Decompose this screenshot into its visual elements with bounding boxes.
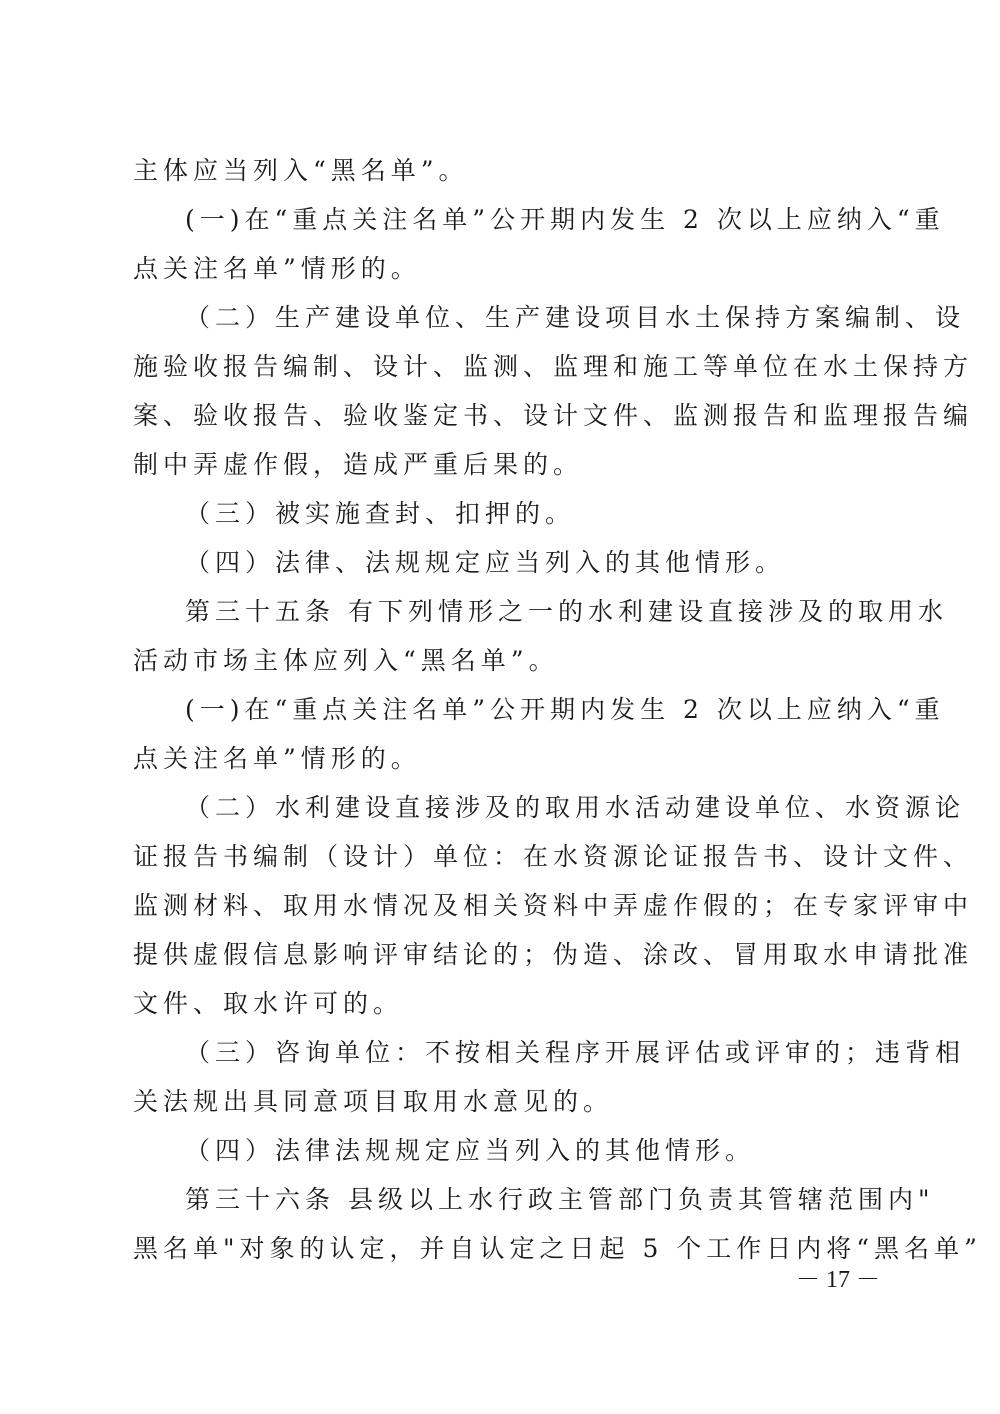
text-line: 主体应当列入“黑名单”。 <box>133 156 469 185</box>
text-line: 关法规出具同意项目取用水意见的。 <box>133 1087 614 1116</box>
text-line: （四）法律、法规规定应当列入的其他情形。 <box>185 548 786 577</box>
text-line: 提供虚假信息影响评审结论的；伪造、涂改、冒用取水申请批准 <box>133 940 974 969</box>
page-number: － 17 － <box>796 1267 880 1293</box>
text-line: 点关注名单”情形的。 <box>133 254 421 283</box>
text-line: （四）法律法规规定应当列入的其他情形。 <box>185 1136 756 1165</box>
text-line: (一)在“重点关注名单”公开期内发生 2 次以上应纳入“重 <box>185 205 945 234</box>
text-line: 第三十五条 有下列情形之一的水利建设直接涉及的取用水 <box>185 597 948 626</box>
text-line: 点关注名单”情形的。 <box>133 744 421 773</box>
text-line: （二）水利建设直接涉及的取用水活动建设单位、水资源论 <box>185 793 966 822</box>
text-line: 案、验收报告、验收鉴定书、设计文件、监测报告和监理报告编 <box>133 401 974 430</box>
text-line: (一)在“重点关注名单”公开期内发生 2 次以上应纳入“重 <box>185 695 945 724</box>
text-line: 施验收报告编制、设计、监测、监理和施工等单位在水土保持方 <box>133 352 974 381</box>
text-line: 文件、取水许可的。 <box>133 989 404 1018</box>
text-line: 黑名单"对象的认定，并自认定之日起 5 个工作日内将“黑名单” <box>133 1234 982 1263</box>
text-line: 第三十六条 县级以上水行政主管部门负责其管辖范围内" <box>185 1185 935 1214</box>
text-line: （三）咨询单位：不按相关程序开展评估或评审的；违背相 <box>185 1038 966 1067</box>
text-line: 证报告书编制（设计）单位：在水资源论证报告书、设计文件、 <box>133 842 974 871</box>
text-line: （二）生产建设单位、生产建设项目水土保持方案编制、设 <box>185 303 966 332</box>
text-line: 监测材料、取用水情况及相关资料中弄虚作假的；在专家评审中 <box>133 891 974 920</box>
text-line: （三）被实施查封、扣押的。 <box>185 499 576 528</box>
text-line: 制中弄虚作假，造成严重后果的。 <box>133 450 584 479</box>
text-line: 活动市场主体应列入“黑名单”。 <box>133 646 559 675</box>
